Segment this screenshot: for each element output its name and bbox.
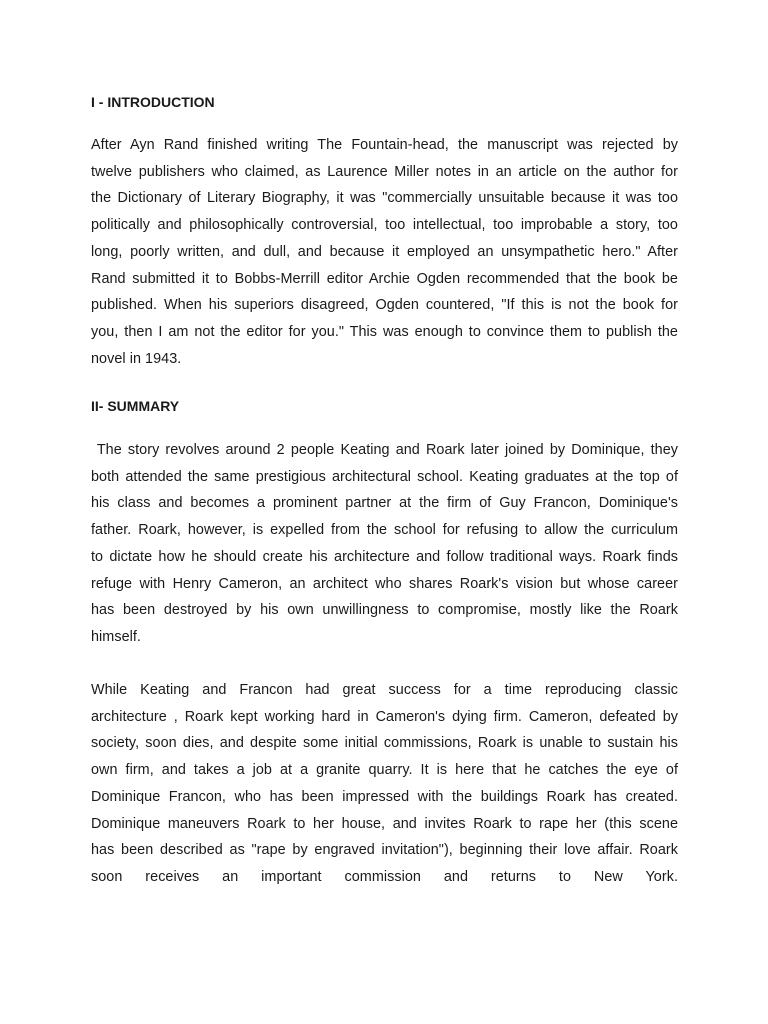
text-line: his class and becomes a prominent partner at the firm of Guy Francon, Dominique's xyxy=(91,495,678,512)
text-line: Dominique maneuvers Roark to her house, and invites Roark to rape her (this scene xyxy=(91,815,678,832)
text-line: politically and philosophically controversial, too intellectual, too improbable a story, too xyxy=(91,217,678,234)
text-line: himself. xyxy=(91,628,141,645)
text-line: the Dictionary of Literary Biography, it was "commercially unsuitable because it was too xyxy=(91,190,678,207)
text-line: long, poorly written, and dull, and because it employed an unsympathetic hero." After xyxy=(91,243,678,260)
introduction-heading: I - INTRODUCTION xyxy=(91,94,215,110)
text-line: society, soon dies, and despite some initial commissions, Roark is unable to sustain his xyxy=(91,735,678,752)
text-line: soon receives an important commission and returns to New York. xyxy=(91,868,678,885)
text-line: refuge with Henry Cameron, an architect who shares Roark's vision but whose career xyxy=(91,575,678,592)
text-line: The story revolves around 2 people Keating and Roark later joined by Dominique, they xyxy=(91,442,678,458)
text-line: After Ayn Rand finished writing The Fountain-head, the manuscript was rejected by xyxy=(91,137,678,153)
text-line: to dictate how he should create his architecture and follow traditional ways. Roark finds xyxy=(91,548,678,565)
text-line: own firm, and takes a job at a granite quarry. It is here that he catches the eye of xyxy=(91,762,678,779)
text-line: both attended the same prestigious architectural school. Keating graduates at the top of xyxy=(91,468,678,485)
text-line: has been described as "rape by engraved invitation"), beginning their love affair. Roark xyxy=(91,842,678,859)
text-line: novel in 1943. xyxy=(91,350,182,367)
summary-paragraph-2 xyxy=(91,677,678,891)
text-line: While Keating and Francon had great success for a time reproducing classic xyxy=(91,682,678,698)
text-line: has been destroyed by his own unwillingness to compromise, mostly like the Roark xyxy=(91,602,678,619)
introduction-paragraph xyxy=(91,132,678,372)
text-line: father. Roark, however, is expelled from the school for refusing to allow the curriculum xyxy=(91,522,678,539)
text-line: published. When his superiors disagreed, Ogden countered, "If this is not the book for xyxy=(91,297,678,314)
text-line: architecture , Roark kept working hard in Cameron's dying firm. Cameron, defeated by xyxy=(91,708,678,725)
text-line: you, then I am not the editor for you." This was enough to convince them to publish the xyxy=(91,323,678,340)
summary-heading: II- SUMMARY xyxy=(91,398,180,414)
summary-paragraph-1 xyxy=(91,437,678,651)
text-line: Dominique Francon, who has been impressed with the buildings Roark has created. xyxy=(91,788,678,805)
text-line: twelve publishers who claimed, as Laurence Miller notes in an article on the author for xyxy=(91,163,678,180)
text-line: Rand submitted it to Bobbs-Merrill editor Archie Ogden recommended that the book be xyxy=(91,270,678,287)
